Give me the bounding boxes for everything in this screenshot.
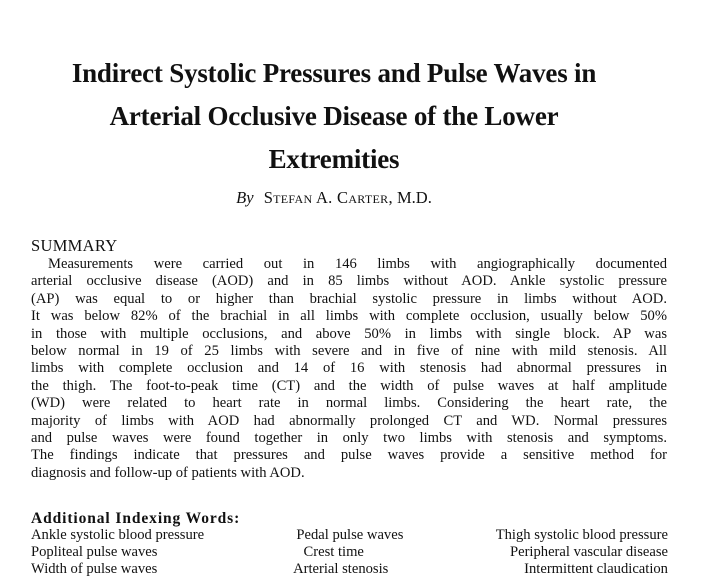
summary-paragraph (31, 256, 667, 482)
summary-heading: SUMMARY (31, 236, 118, 255)
indexing-term: Crest time (303, 544, 364, 560)
indexing-words-heading: Additional Indexing Words: (31, 510, 241, 527)
summary-line: arterial occlusive disease (AOD) and in 85 limbs without AOD. Ankle systolic pressure (31, 273, 667, 290)
indexing-term: Peripheral vascular disease (509, 544, 668, 560)
title-line-2: Arterial Occlusive Disease of the Lower (109, 101, 559, 131)
indexing-row (31, 527, 668, 544)
indexing-term: Thigh systolic blood pressure (495, 527, 668, 543)
summary-line: It was below 82% of the brachial in all limbs with complete occlusion, usually below 50% (31, 308, 667, 325)
indexing-row (31, 561, 668, 578)
summary-line: below normal in 19 of 25 limbs with severe and in five of nine with mild stenosis. All (31, 343, 667, 360)
summary-line: diagnosis and follow-up of patients with AOD. (31, 464, 305, 481)
indexing-term: Pedal pulse waves (296, 527, 404, 543)
indexing-term: Popliteal pulse waves (31, 544, 158, 560)
title-line-1: Indirect Systolic Pressures and Pulse Waves in (71, 58, 597, 88)
indexing-term: Intermittent claudication (524, 561, 668, 577)
author-byline (0, 187, 668, 209)
summary-line: (WD) were related to heart rate in normal limbs. Considering the heart rate, the (31, 395, 667, 412)
summary-line: and pulse waves were found together in only two limbs with stenosis and symptoms. (31, 430, 667, 447)
summary-line: (AP) was equal to or higher than brachial systolic pressure in limbs without AOD. (31, 290, 667, 307)
article-title (0, 52, 668, 181)
indexing-term: Ankle systolic blood pressure (31, 527, 205, 543)
indexing-term: Arterial stenosis (293, 561, 389, 577)
byline-prefix: By (236, 188, 254, 207)
summary-line: the thigh. The foot-to-peak time (CT) and the width of pulse waves at half amplitude (31, 377, 667, 394)
summary-line: limbs with complete occlusion and 14 of 16 with stenosis had abnormal pressures in (31, 360, 667, 377)
author-name: Stefan A. Carter, (263, 188, 393, 207)
author-degree: M.D. (397, 188, 432, 207)
indexing-term: Width of pulse waves (31, 561, 158, 577)
summary-line: in those with multiple occlusions, and above 50% in limbs with single block. AP was (31, 325, 667, 342)
title-line-3: Extremities (268, 144, 400, 174)
summary-line: majority of limbs with AOD had abnormally prolonged CT and WD. Normal pressures (31, 412, 667, 429)
summary-line: The findings indicate that pressures and pulse waves provide a sensitive method for (31, 447, 667, 464)
summary-line: Measurements were carried out in 146 limbs with angiographically documented (48, 256, 667, 272)
indexing-row (31, 544, 668, 561)
